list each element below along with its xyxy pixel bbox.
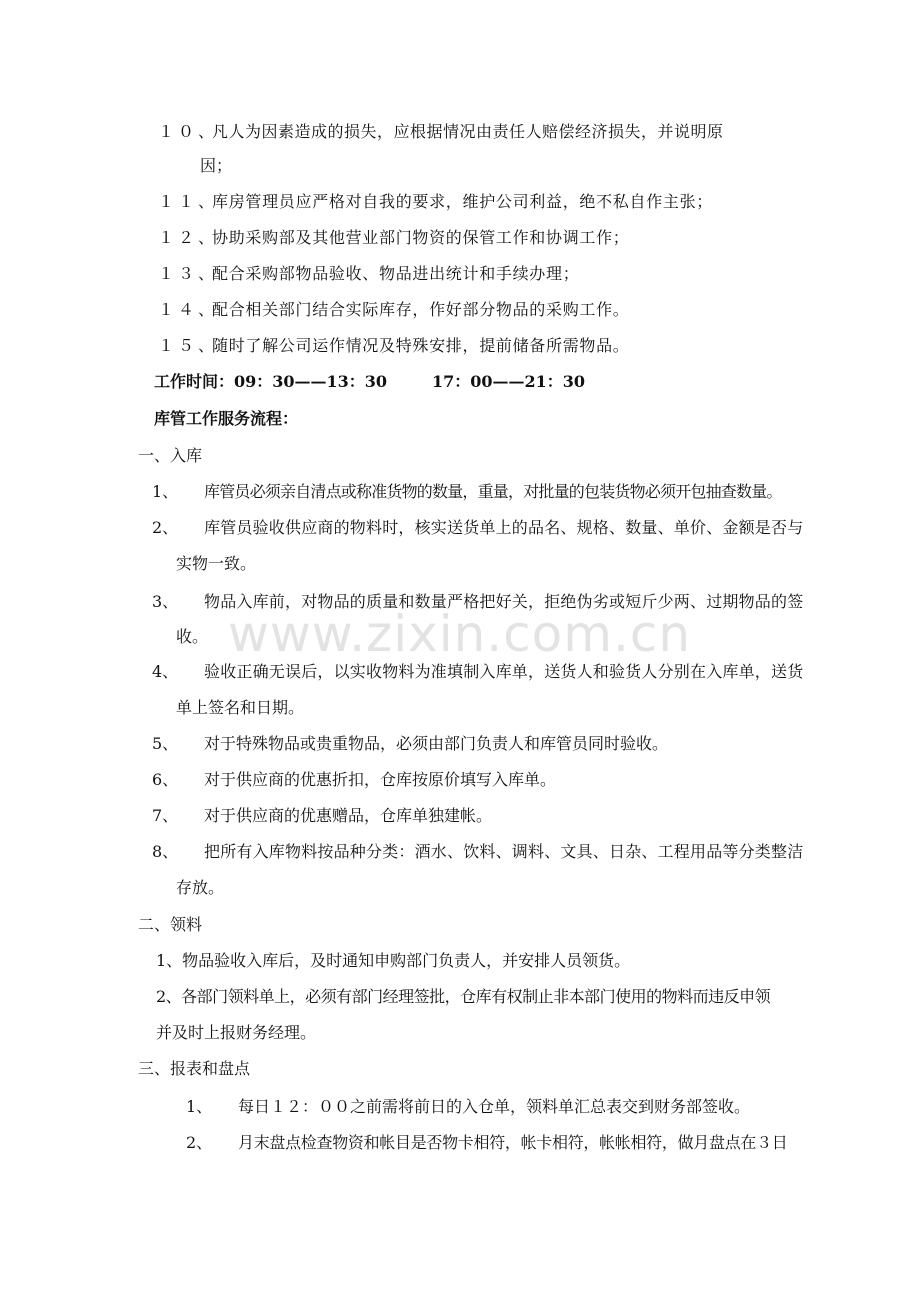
duty-11-number: １１、	[158, 192, 219, 211]
duty-10-text: 凡人为因素造成的损失，应根据情况由责任人赔偿经济损失，并说明原	[212, 122, 724, 141]
inbound-item-3-continuation: 收。	[176, 627, 209, 646]
inbound-item-7-number: 7、	[152, 806, 179, 825]
section-heading-inbound: 一、入库	[138, 446, 203, 465]
inbound-item-8-continuation: 存放。	[176, 878, 225, 897]
duty-15-text: 随时了解公司运作情况及特殊安排，提前储备所需物品。	[212, 336, 630, 355]
inbound-item-5-text: 对于特殊物品或贵重物品，必须由部门负责人和库管员同时验收。	[204, 734, 669, 753]
duty-13-text: 配合采购部物品验收、物品进出统计和手续办理；	[212, 264, 580, 283]
duty-14-text: 配合相关部门结合实际库存，作好部分物品的采购工作。	[212, 300, 630, 319]
duty-12-text: 协助采购部及其他营业部门物资的保管工作和协调工作；	[212, 228, 630, 247]
work-time-shift-2: 17：00——21：30	[432, 372, 586, 391]
duty-15-number: １５、	[158, 336, 219, 355]
inbound-item-7-text: 对于供应商的优惠赠品，仓库单独建帐。	[204, 806, 493, 825]
duty-11-text: 库房管理员应严格对自我的要求，维护公司利益，绝不私自作主张；	[212, 192, 714, 211]
duty-14-number: １４、	[158, 300, 219, 319]
duty-10-number: １０、	[158, 122, 219, 141]
work-time-shift-1: 09：30——13：30	[234, 372, 388, 391]
inbound-item-5-number: 5、	[152, 734, 179, 753]
inbound-item-1-number: 1、	[152, 482, 179, 501]
inbound-item-4-number: 4、	[152, 662, 179, 681]
inbound-item-4-text: 验收正确无误后，以实收物料为准填制入库单，送货人和验货人分别在入库单，送货	[204, 662, 804, 681]
inbound-item-2-number: 2、	[152, 518, 179, 537]
inbound-item-8-number: 8、	[152, 842, 179, 861]
inbound-item-2-continuation: 实物一致。	[176, 554, 257, 573]
watermark: www.zixin.com.cn	[228, 605, 692, 663]
reports-item-1-number: 1、	[186, 1097, 213, 1116]
reports-item-1-text: 每日１２：００之前需将前日的入仓单，领料单汇总表交到财务部签收。	[238, 1097, 751, 1116]
inbound-item-4-continuation: 单上签名和日期。	[176, 698, 305, 717]
inbound-item-6-number: 6、	[152, 770, 179, 789]
reports-item-2-text: 月末盘点检查物资和帐目是否物卡相符，帐卡相符，帐帐相符，做月盘点在３日	[238, 1133, 788, 1152]
duty-12-number: １２、	[158, 228, 219, 247]
inbound-item-3-number: 3、	[152, 592, 179, 611]
flow-title: 库管工作服务流程：	[154, 409, 299, 428]
duty-10-continuation: 因；	[200, 156, 233, 175]
inbound-item-3-text: 物品入库前，对物品的质量和数量严格把好关，拒绝伪劣或短斤少两、过期物品的签	[204, 592, 804, 611]
requisition-item-2-text: 2、各部门领料单上，必须有部门经理签批，仓库有权制止非本部门使用的物料而违反申领	[156, 987, 771, 1006]
requisition-item-1-text: 1、物品验收入库后，及时通知申购部门负责人，并安排人员领货。	[156, 951, 631, 970]
inbound-item-1-text: 库管员必须亲自清点或称准货物的数量，重量，对批量的包装货物必须开包抽查数量。	[204, 482, 782, 501]
section-heading-requisition: 二、领料	[138, 915, 203, 934]
section-heading-reports: 三、报表和盘点	[138, 1059, 251, 1078]
inbound-item-6-text: 对于供应商的优惠折扣，仓库按原价填写入库单。	[204, 770, 557, 789]
duty-13-number: １３、	[158, 264, 219, 283]
work-time-label: 工作时间：	[154, 372, 235, 391]
inbound-item-8-text: 把所有入库物料按品种分类：酒水、饮料、调料、文具、日杂、工程用品等分类整洁	[204, 842, 804, 861]
reports-item-2-number: 2、	[186, 1133, 213, 1152]
inbound-item-2-text: 库管员验收供应商的物料时，核实送货单上的品名、规格、数量、单价、金额是否与	[204, 518, 804, 537]
requisition-item-2-continuation: 并及时上报财务经理。	[156, 1023, 317, 1042]
